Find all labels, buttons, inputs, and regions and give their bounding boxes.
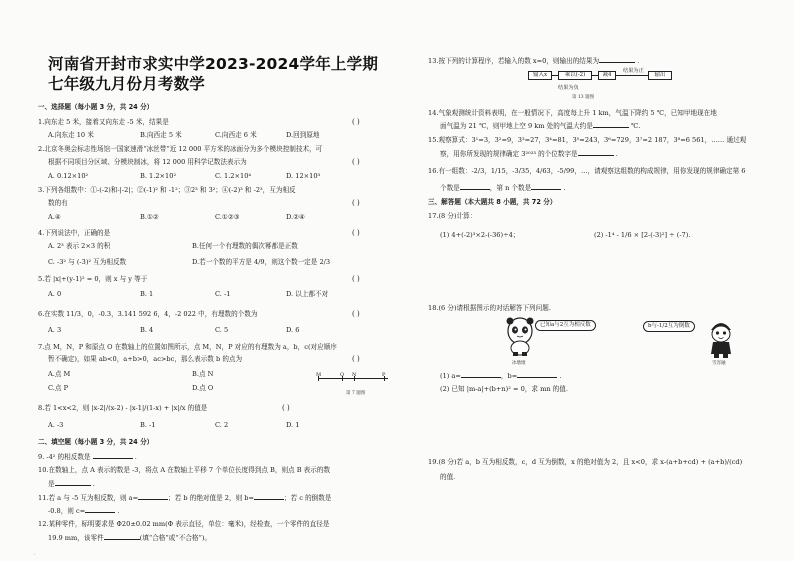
question-19-cont: 的值.: [440, 473, 456, 481]
question-12-cont: [48, 533, 211, 542]
number-line-figure: [318, 378, 388, 379]
question-text: (1) a=: [440, 372, 461, 380]
question-text: 19.9 mm，该零件: [48, 534, 104, 542]
answer-blank[interactable]: [138, 493, 168, 500]
answer-paren: ( ): [352, 275, 360, 283]
option-b: B. -1: [140, 421, 156, 429]
question-12: 12.某种零件，标明要求是 Φ20±0.02 mm(Φ 表示直径，单位：毫米)，经检查，一个零件的直径是: [38, 520, 330, 528]
question-14-cont: 面气温为 21 ℃，则甲地上空 9 km 处的气温大约是 ℃.: [440, 122, 641, 130]
xuerongrong-icon: [708, 318, 734, 358]
answer-blank[interactable]: [254, 493, 284, 500]
question-text: 11.若 a 与 -5 互为相反数，则 a=: [38, 494, 139, 502]
option-d: D.回到原地: [286, 131, 320, 139]
question-16-cont: 个数是 ，第 n 个数是 .: [440, 184, 566, 192]
option-a: A.向东走 10 米: [48, 131, 94, 139]
flow-multiply-box: 乘以(-2): [558, 71, 592, 80]
question-19: 19.(8 分)若 a，b 互为相反数，c，d 互为倒数，x 的绝对值为 2，且 x<0，求 x-(a+b+cd) + (a+b)/(cd): [428, 458, 743, 466]
mascot-name: 冰墩墩: [512, 361, 526, 366]
option-c: C. -1: [215, 290, 231, 298]
question-3-cont: 数的有: [48, 199, 68, 207]
question-15-cont: 察，用你所发现的规律确定 3²⁰²³ 的个位数字是 .: [440, 150, 618, 158]
question-2-cont: 根据不同项目分区域、分模块制冰，将 12 000 用科学记数法表示为: [48, 158, 247, 166]
answer-blank[interactable]: [531, 183, 561, 190]
option-b: B.点 N: [192, 370, 214, 378]
question-6: 6.在实数 11/3，0，-0.3，3.141 592 6，4，-2 022 中，有理数的个数为: [38, 310, 258, 318]
question-5: 5.若 |x|+(y-1)² = 0，则 x 与 y 等于: [38, 275, 148, 283]
question-text: 个数是: [440, 184, 460, 192]
figure-caption: 第 7 题图: [346, 391, 366, 396]
question-11: [38, 493, 331, 502]
option-d: D.若一个数的平方是 4/9，则这个数一定是 2/3: [192, 258, 331, 266]
answer-blank[interactable]: [85, 506, 115, 513]
option-a: A. 0.12×10²: [48, 172, 89, 180]
option-d: D. 6: [286, 326, 300, 334]
question-14: 14.气象观测统计资料表明，在一般情况下，高度每上升 1 km，气温下降约 5 ℃，已知甲地现在地: [428, 109, 717, 117]
answer-blank[interactable]: [461, 371, 501, 378]
question-7: 7.点 M，N，P 和原点 O 在数轴上的位置如图所示，点 M，N，P 对应的有理数为 a，b，c(对应顺序: [38, 343, 337, 351]
bingdundun-icon: [505, 316, 535, 356]
answer-paren: ( ): [352, 199, 360, 207]
question-text: 13.按下列的计算程序，若输入的数 x=0，则输出的结果为: [428, 57, 600, 65]
question-text: (填“合格”或“不合格”)。: [139, 534, 212, 542]
option-c: C. 5: [215, 326, 229, 334]
question-text: 面气温为 21 ℃，则甲地上空 9 km 处的气温大约是: [440, 122, 593, 130]
answer-paren: ( ): [352, 310, 360, 318]
question-text: 察，用你所发现的规律确定 3²⁰²³ 的个位数字是: [440, 150, 578, 158]
question-15: 15.观察算式：3¹=3，3²=9，3³=27，3⁴=81，3⁵=243，3⁶=729，3⁷=2 187，3⁸=6 561，…… 通过观: [428, 136, 747, 144]
answer-blank[interactable]: [93, 452, 133, 459]
answer-blank[interactable]: [578, 149, 614, 156]
answer-paren: ( ): [352, 229, 360, 237]
option-c: C.①②③: [215, 213, 240, 221]
option-b: B. 1.2×10²: [140, 172, 177, 180]
option-a: A. 0: [48, 290, 62, 298]
option-b: B.向西走 5 米: [140, 131, 182, 139]
option-c: C. 1.2×10⁴: [215, 172, 252, 180]
option-a: A.④: [48, 213, 61, 221]
question-16: 16.有一组数：-2/3，1/15，-3/35，4/63，-5/99，…，请观察这组数的构成规律，用你发现的规律确定第 6: [428, 167, 746, 175]
option-d: D.②④: [286, 213, 305, 221]
figure-caption: 第 13 题图: [572, 95, 595, 100]
question-8: 8.若 1<x<2，则 |x-2|/(x-2) - |x-1|/(1-x) + |x|/x 的值是: [38, 404, 208, 412]
question-7-cont: 暂不确定)，如果 ab<0，a+b>0，ac>bc，那么表示数 b 的点为: [48, 355, 243, 363]
flow-input-box: 输入x: [528, 71, 552, 80]
option-b: B. 4: [140, 326, 154, 334]
question-text: ，b=: [500, 372, 518, 380]
question-text: ；若 b 的绝对值是 2，则 b=: [168, 494, 255, 502]
number-line-label: M: [316, 372, 322, 378]
section-fill-heading: 二、填空题（每小题 3 分，共 24 分）: [38, 438, 154, 446]
option-c: C. -3² 与 (-3)² 互为相反数: [48, 258, 127, 266]
question-10: 10.在数轴上，点 A 表示的数是 -3，将点 A 在数轴上平移 7 个单位长度得到点 B，则点 B 表示的数: [38, 466, 331, 474]
question-11-cont: -0.8，则 c= .: [48, 507, 120, 515]
question-text: ；若 c 的倒数是: [284, 494, 332, 502]
answer-blank[interactable]: [517, 371, 557, 378]
exam-title: 河南省开封市求实中学2023-2024学年上学期七年级九月份月考数学: [48, 55, 379, 93]
flow-negative-label: 结果为负: [558, 85, 579, 91]
option-b: B.①②: [140, 213, 159, 221]
flow-output-box: 输出: [648, 71, 672, 80]
answer-paren: ( ): [352, 355, 360, 363]
option-a: A. 3: [48, 326, 62, 334]
option-a: A. 2³ 表示 2×3 的积: [48, 242, 111, 250]
question-17: 17.(8 分)计算：: [428, 212, 477, 220]
answer-blank[interactable]: [55, 479, 91, 486]
question-2: 2.北京冬奥会标志性场馆一国家速滑“冰丝带”近 12 000 平方米的冰面分为多个模块控制技术，可: [38, 145, 323, 153]
speech-bubble-2: b与-1/2互为倒数: [643, 321, 695, 332]
speech-bubble-1: 已知a与2互为相反数: [535, 320, 596, 331]
option-d: D.点 O: [192, 384, 214, 392]
question-13: 13.按下列的计算程序，若输入的数 x=0，则输出的结果为 .: [428, 57, 640, 65]
answer-paren: ( ): [352, 118, 360, 126]
answer-paren: ( ): [352, 158, 360, 166]
question-18: 18.(6 分)请根据图示的对话解答下列问题.: [428, 304, 551, 312]
question-10-cont: 是 .: [48, 480, 95, 488]
answer-paren: ( ): [282, 404, 290, 412]
flow-arrow: [622, 75, 648, 76]
mascot-name: 雪容融: [712, 361, 726, 366]
question-text: -0.8，则 c=: [48, 507, 86, 515]
answer-blank[interactable]: [460, 183, 490, 190]
option-c: C. 2: [215, 421, 229, 429]
option-d: D. 以上都不对: [286, 290, 329, 298]
question-text: ，第 n 个数是: [489, 184, 532, 192]
question-18-part2: (2) 已知 |m-a|+(b+n)² = 0，求 mn 的值.: [440, 385, 568, 393]
option-c: C.点 P: [48, 384, 69, 392]
option-b: B.任何一个有理数的偶次幂都是正数: [192, 242, 298, 250]
question-17-part1: (1) 4+(-2)³×2-(-36)÷4；: [440, 231, 520, 239]
option-b: B. 1: [140, 290, 154, 298]
question-text: 9. -4² 的相反数是: [38, 453, 91, 461]
flow-positive-label: 结果为正: [623, 68, 644, 74]
question-9: 9. -4² 的相反数是 .: [38, 453, 137, 461]
answer-blank[interactable]: [104, 533, 140, 540]
section-solve-heading: 三、解答题（本大题共 8 小题，共 72 分）: [428, 198, 557, 206]
flow-subtract-box: 减4: [598, 71, 616, 80]
option-d: D. 12×10³: [286, 172, 321, 180]
option-c: C.向西走 6 米: [215, 131, 257, 139]
answer-blank[interactable]: [599, 56, 635, 63]
section-choice-heading: 一、选择题（每小题 3 分，共 24 分）: [38, 103, 154, 111]
page-mark: ·: [34, 552, 36, 558]
number-line-label: O: [340, 372, 345, 378]
question-17-part2: (2) -1⁴ - 1/6 × [2-(-3)²] ÷ (-7).: [594, 231, 691, 239]
question-3: 3.下列各组数中：①-(-2)和-|-2|；②(-1)² 和 -1²；③2³ 和 3²；④(-2)³ 和 -2³，互为相反: [38, 186, 296, 194]
option-a: A. -3: [48, 421, 64, 429]
question-1: 1.向东走 5 米，接着又向东走 -5 米，结果是: [38, 118, 169, 126]
question-4: 4.下列说法中，正确的是: [38, 229, 111, 237]
number-line-label: N: [352, 372, 357, 378]
question-text: 是: [48, 480, 55, 488]
question-18-part1: (1) a= ，b= .: [440, 372, 562, 380]
option-d: D. 1: [286, 421, 300, 429]
answer-blank[interactable]: [593, 121, 629, 128]
option-a: A.点 M: [48, 370, 71, 378]
number-line-label: P: [382, 372, 386, 378]
